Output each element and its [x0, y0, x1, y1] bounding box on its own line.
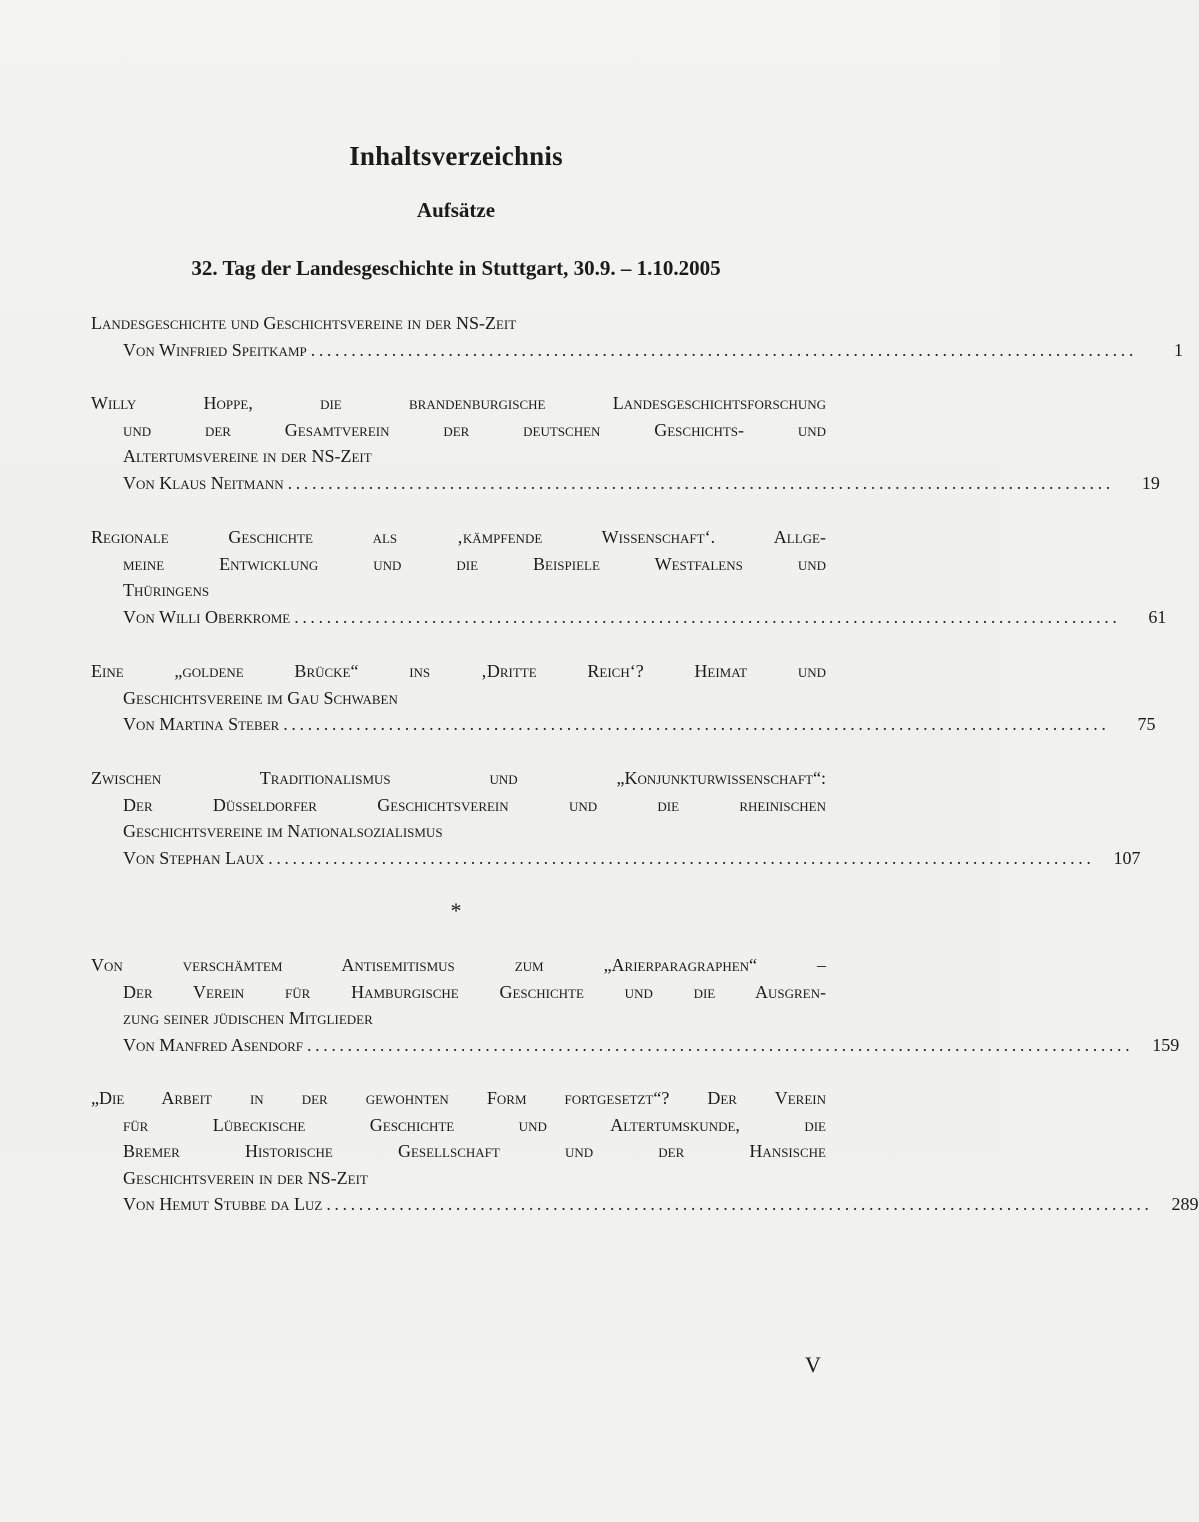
leader-dots: ...................................................................................................... [326, 1194, 1153, 1215]
entry-title-line: Thüringens [123, 580, 210, 601]
entry-title-line: Geschichtsvereine im Nationalsozialismus [123, 821, 443, 842]
entry-page-number: 19 [1141, 472, 1160, 493]
entry-title-line: Geschichtsvereine im Gau Schwaben [123, 687, 398, 708]
entry-author: Von Klaus Neitmann [123, 472, 284, 493]
entry-title-line: für Lübeckische Geschichte und Altertumskunde, die [123, 1114, 826, 1135]
entry-page-number: 289 [1171, 1194, 1199, 1215]
leader-dots: ...................................................................................................... [307, 1034, 1134, 1055]
entry-title-line: Regionale Geschichte als ‚kämpfende Wissenschaft‘. Allge- [91, 527, 826, 547]
page-title: Inhaltsverzeichnis [349, 141, 563, 171]
entry-author-line [91, 711, 1156, 738]
entry-page-number: 75 [1137, 714, 1156, 735]
entry-title-line: Der Verein für Hamburgische Geschichte und die Ausgren- [123, 981, 826, 1002]
entry-page-number: 159 [1152, 1034, 1180, 1055]
leader-dots: ...................................................................................................... [294, 606, 1121, 627]
entry-author: Von Stephan Laux [123, 847, 265, 868]
entry-author-line [91, 604, 1167, 631]
entry-title-line: Der Düsseldorfer Geschichtsverein und die rheinischen [123, 794, 826, 815]
entry-title-line: Landesgeschichte und Geschichtsvereine in der NS-Zeit [91, 313, 517, 333]
entry-title-line: Von verschämtem Antisemitismus zum „Arierparagraphen“ – [91, 955, 826, 975]
entry-title-line: und der Gesamtverein der deutschen Geschichts- und [123, 419, 826, 440]
leader-dots: ...................................................................................................... [287, 472, 1114, 493]
toc-entry[interactable] [91, 1085, 1199, 1218]
toc-entry[interactable] [91, 952, 1180, 1058]
entry-page-number: 61 [1148, 606, 1167, 627]
entry-author-line [91, 1032, 1180, 1059]
entry-title-line: Bremer Historische Gesellschaft und der Hansische [123, 1141, 826, 1162]
entry-title-line: Eine „goldene Brücke“ ins ‚Dritte Reich‘? Heimat und [91, 661, 826, 681]
subsection-heading: 32. Tag der Landesgeschichte in Stuttgart, 30.9. – 1.10.2005 [191, 256, 721, 280]
entry-author: Von Hemut Stubbe da Luz [123, 1194, 323, 1215]
toc-entry[interactable] [91, 765, 1141, 871]
entry-author: Von Winfried Speitkamp [123, 339, 307, 360]
entry-page-number: 107 [1113, 847, 1141, 868]
entry-title-line: Willy Hoppe, die brandenburgische Landesgeschichtsforschung [91, 393, 826, 413]
entry-title-line: zung seiner jüdischen Mitglieder [123, 1008, 373, 1029]
entry-author-line [91, 470, 1160, 497]
leader-dots: ...................................................................................................... [310, 339, 1137, 360]
entry-title-line: „Die Arbeit in der gewohnten Form fortgesetzt“? Der Verein [91, 1088, 826, 1108]
entry-title-line: Geschichtsverein in der NS-Zeit [123, 1167, 368, 1188]
entry-title-line: Altertumsvereine in der NS-Zeit [123, 446, 372, 467]
entry-author-line [91, 845, 1141, 872]
entry-author-line [91, 1191, 1199, 1218]
toc-entry[interactable] [91, 310, 1183, 363]
entry-title-line: meine Entwicklung und die Beispiele Westfalens und [123, 553, 826, 574]
toc-entry[interactable] [91, 658, 1156, 738]
entry-author: Von Willi Oberkrome [123, 606, 291, 627]
entry-author: Von Manfred Asendorf [123, 1034, 304, 1055]
leader-dots: ...................................................................................................... [283, 714, 1110, 735]
entry-author: Von Martina Steber [123, 714, 280, 735]
entry-title-line: Zwischen Traditionalismus und „Konjunkturwissenschaft“: [91, 768, 826, 788]
leader-dots: ...................................................................................................... [268, 847, 1095, 868]
toc-entry[interactable] [91, 524, 1167, 630]
toc-entry[interactable] [91, 390, 1160, 496]
entry-page-number: 1 [1173, 339, 1183, 360]
section-separator: * [450, 898, 462, 923]
entry-author-line [91, 337, 1183, 364]
section-heading: Aufsätze [416, 198, 496, 222]
folio-page-number: V [805, 1352, 821, 1377]
